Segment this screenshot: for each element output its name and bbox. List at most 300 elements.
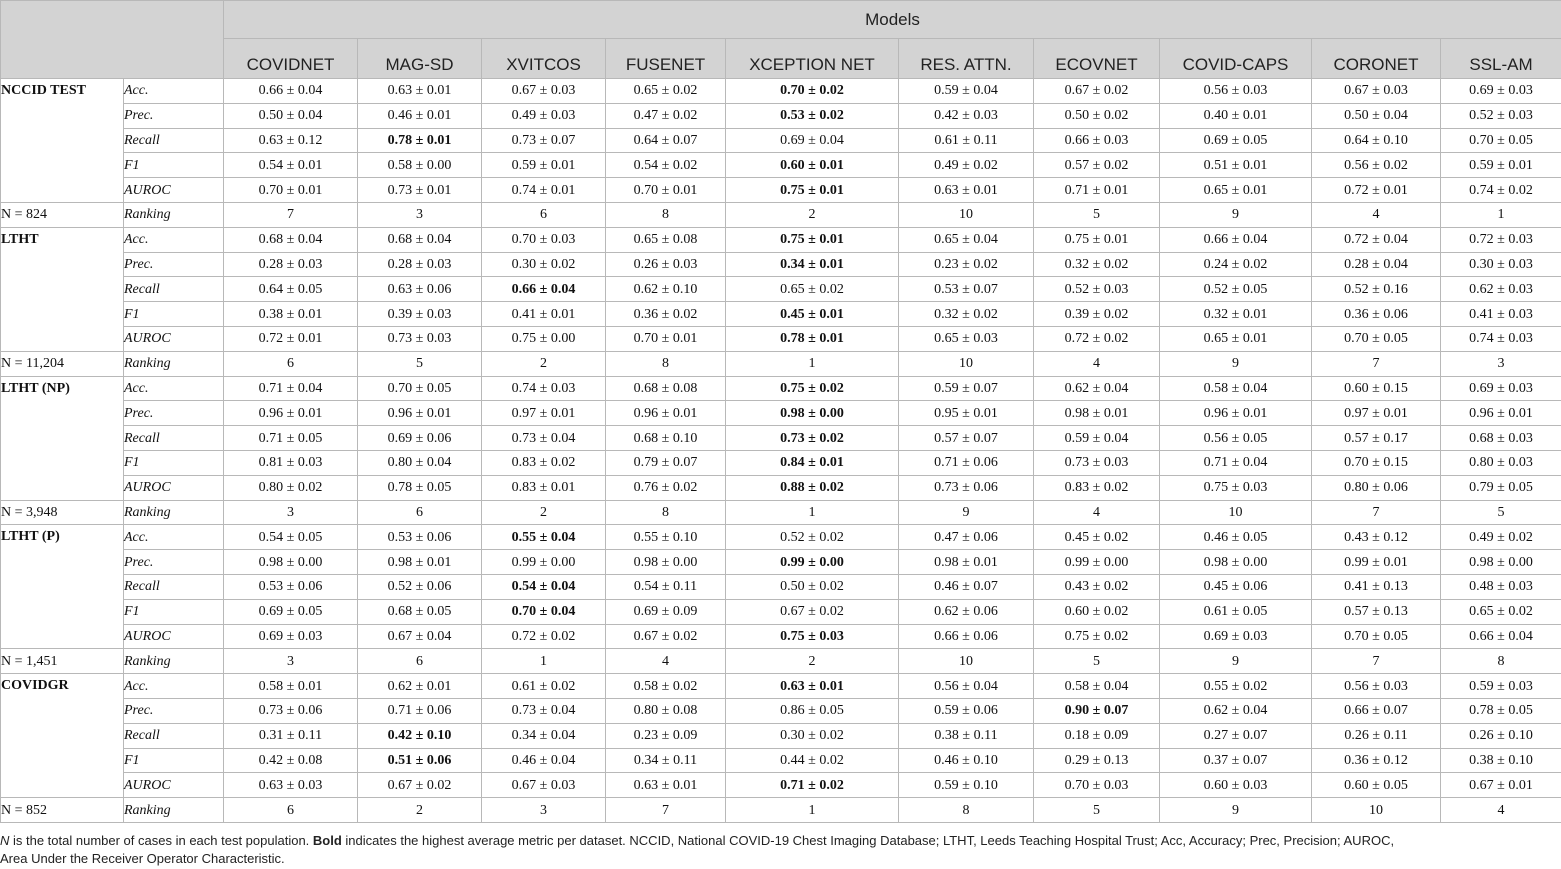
metric-value-cell: 0.28 ± 0.03	[358, 252, 482, 277]
metric-value-cell: 0.46 ± 0.10	[899, 748, 1034, 773]
ranking-value-cell: 5	[1034, 649, 1160, 674]
metric-value-cell: 0.50 ± 0.04	[1312, 103, 1441, 128]
metric-value-cell: 0.50 ± 0.02	[1034, 103, 1160, 128]
metric-value-cell: 0.65 ± 0.02	[606, 79, 726, 104]
metric-value-cell: 0.62 ± 0.03	[1441, 277, 1561, 302]
ranking-value-cell: 7	[1312, 351, 1441, 376]
ranking-value-cell: 1	[726, 351, 899, 376]
metric-value-cell: 0.65 ± 0.02	[1441, 599, 1561, 624]
ranking-row	[1, 351, 1561, 376]
metric-value-cell: 0.98 ± 0.00	[606, 550, 726, 575]
metric-value-cell: 0.71 ± 0.02	[726, 773, 899, 798]
ranking-row	[1, 649, 1561, 674]
metric-value-cell: 0.75 ± 0.02	[726, 376, 899, 401]
ranking-value-cell: 9	[899, 500, 1034, 525]
metric-value-cell: 0.98 ± 0.00	[1160, 550, 1312, 575]
ranking-value-cell: 3	[358, 202, 482, 227]
metric-value-cell: 0.52 ± 0.06	[358, 574, 482, 599]
metric-value-cell: 0.68 ± 0.04	[358, 227, 482, 252]
metric-label: Recall	[124, 277, 224, 302]
ranking-value-cell: 9	[1160, 649, 1312, 674]
metric-value-cell: 0.52 ± 0.16	[1312, 277, 1441, 302]
metric-value-cell: 0.46 ± 0.04	[482, 748, 606, 773]
sample-size-label: N = 11,204	[1, 351, 124, 376]
model-header: XCEPTION NET	[726, 39, 899, 79]
metric-value-cell: 0.70 ± 0.01	[606, 178, 726, 203]
table-row	[1, 450, 1561, 475]
metric-value-cell: 0.47 ± 0.02	[606, 103, 726, 128]
ranking-row	[1, 202, 1561, 227]
metric-value-cell: 0.63 ± 0.03	[224, 773, 358, 798]
metric-value-cell: 0.73 ± 0.03	[1034, 450, 1160, 475]
metric-value-cell: 0.27 ± 0.07	[1160, 723, 1312, 748]
metric-label: AUROC	[124, 178, 224, 203]
metric-label: Prec.	[124, 252, 224, 277]
ranking-value-cell: 3	[224, 649, 358, 674]
metric-value-cell: 0.98 ± 0.00	[726, 401, 899, 426]
ranking-value-cell: 2	[482, 500, 606, 525]
table-header	[1, 1, 1561, 79]
metric-value-cell: 0.73 ± 0.01	[358, 178, 482, 203]
metric-value-cell: 0.70 ± 0.04	[482, 599, 606, 624]
ranking-value-cell: 3	[1441, 351, 1561, 376]
metric-value-cell: 0.46 ± 0.05	[1160, 525, 1312, 550]
metric-value-cell: 0.63 ± 0.01	[726, 674, 899, 699]
metric-value-cell: 0.34 ± 0.11	[606, 748, 726, 773]
metric-value-cell: 0.59 ± 0.07	[899, 376, 1034, 401]
metric-value-cell: 0.26 ± 0.03	[606, 252, 726, 277]
ranking-value-cell: 4	[1034, 500, 1160, 525]
metric-value-cell: 0.60 ± 0.03	[1160, 773, 1312, 798]
ranking-value-cell: 8	[1441, 649, 1561, 674]
ranking-value-cell: 1	[726, 798, 899, 823]
dataset-label: COVIDGR	[1, 674, 124, 798]
metric-value-cell: 0.39 ± 0.03	[358, 302, 482, 327]
metric-label: Prec.	[124, 401, 224, 426]
metric-value-cell: 0.39 ± 0.02	[1034, 302, 1160, 327]
metric-value-cell: 0.78 ± 0.05	[358, 475, 482, 500]
metric-value-cell: 0.45 ± 0.01	[726, 302, 899, 327]
metric-value-cell: 0.41 ± 0.03	[1441, 302, 1561, 327]
metric-value-cell: 0.51 ± 0.06	[358, 748, 482, 773]
metric-value-cell: 0.72 ± 0.04	[1312, 227, 1441, 252]
metric-value-cell: 0.78 ± 0.01	[358, 128, 482, 153]
metric-value-cell: 0.53 ± 0.02	[726, 103, 899, 128]
table-row	[1, 277, 1561, 302]
metric-value-cell: 0.78 ± 0.05	[1441, 698, 1561, 723]
dataset-label: LTHT	[1, 227, 124, 351]
metric-value-cell: 0.80 ± 0.06	[1312, 475, 1441, 500]
metric-value-cell: 0.74 ± 0.03	[1441, 326, 1561, 351]
metric-value-cell: 0.52 ± 0.02	[726, 525, 899, 550]
table-row	[1, 401, 1561, 426]
metric-value-cell: 0.65 ± 0.01	[1160, 326, 1312, 351]
ranking-value-cell: 2	[358, 798, 482, 823]
metric-value-cell: 0.64 ± 0.05	[224, 277, 358, 302]
dataset-label: NCCID TEST	[1, 79, 124, 203]
metric-value-cell: 0.54 ± 0.05	[224, 525, 358, 550]
metric-value-cell: 0.51 ± 0.01	[1160, 153, 1312, 178]
metric-value-cell: 0.72 ± 0.01	[1312, 178, 1441, 203]
metric-value-cell: 0.47 ± 0.06	[899, 525, 1034, 550]
metric-value-cell: 0.75 ± 0.01	[726, 178, 899, 203]
metric-value-cell: 0.79 ± 0.05	[1441, 475, 1561, 500]
metric-value-cell: 0.60 ± 0.01	[726, 153, 899, 178]
metric-label: AUROC	[124, 326, 224, 351]
metric-value-cell: 0.59 ± 0.04	[1034, 426, 1160, 451]
metric-value-cell: 0.66 ± 0.04	[1441, 624, 1561, 649]
header-corner	[1, 1, 224, 79]
metric-label: Prec.	[124, 550, 224, 575]
metric-value-cell: 0.67 ± 0.03	[1312, 79, 1441, 104]
footnote-bold-word: Bold	[312, 833, 342, 848]
table-row	[1, 574, 1561, 599]
ranking-value-cell: 5	[1034, 798, 1160, 823]
metric-value-cell: 0.74 ± 0.01	[482, 178, 606, 203]
metric-value-cell: 0.80 ± 0.02	[224, 475, 358, 500]
metric-label: F1	[124, 748, 224, 773]
metric-label: Acc.	[124, 674, 224, 699]
metric-value-cell: 0.65 ± 0.01	[1160, 178, 1312, 203]
metric-value-cell: 0.56 ± 0.05	[1160, 426, 1312, 451]
ranking-value-cell: 5	[358, 351, 482, 376]
metric-value-cell: 0.68 ± 0.03	[1441, 426, 1561, 451]
metric-value-cell: 0.41 ± 0.13	[1312, 574, 1441, 599]
metric-value-cell: 0.81 ± 0.03	[224, 450, 358, 475]
ranking-label: Ranking	[124, 649, 224, 674]
metric-value-cell: 0.96 ± 0.01	[1441, 401, 1561, 426]
metric-value-cell: 0.70 ± 0.05	[1312, 624, 1441, 649]
table-row	[1, 252, 1561, 277]
model-header: SSL-AM	[1441, 39, 1561, 79]
metric-value-cell: 0.69 ± 0.05	[1160, 128, 1312, 153]
metric-value-cell: 0.73 ± 0.06	[899, 475, 1034, 500]
metric-value-cell: 0.75 ± 0.03	[1160, 475, 1312, 500]
footnote-text-2: indicates the highest average metric per dataset. NCCID, National COVID-19 Chest Imaging Database; LTHT, Leeds Teaching Hospital Trust; Acc, Accuracy; Prec, Precision; AUROC, Area Under the Receiver Operator Characteristic.	[0, 833, 1395, 866]
metric-value-cell: 0.62 ± 0.06	[899, 599, 1034, 624]
metric-value-cell: 0.36 ± 0.06	[1312, 302, 1441, 327]
metric-value-cell: 0.62 ± 0.01	[358, 674, 482, 699]
metric-label: F1	[124, 599, 224, 624]
metric-value-cell: 0.54 ± 0.04	[482, 574, 606, 599]
metric-value-cell: 0.61 ± 0.05	[1160, 599, 1312, 624]
metric-value-cell: 0.45 ± 0.02	[1034, 525, 1160, 550]
metric-value-cell: 0.59 ± 0.04	[899, 79, 1034, 104]
sample-size-label: N = 852	[1, 798, 124, 823]
ranking-value-cell: 6	[358, 649, 482, 674]
ranking-value-cell: 6	[482, 202, 606, 227]
metric-value-cell: 0.50 ± 0.04	[224, 103, 358, 128]
metric-label: Acc.	[124, 227, 224, 252]
metric-value-cell: 0.73 ± 0.04	[482, 698, 606, 723]
metric-value-cell: 0.53 ± 0.06	[224, 574, 358, 599]
metric-value-cell: 0.97 ± 0.01	[1312, 401, 1441, 426]
ranking-value-cell: 10	[899, 351, 1034, 376]
metric-value-cell: 0.64 ± 0.07	[606, 128, 726, 153]
metric-value-cell: 0.65 ± 0.02	[726, 277, 899, 302]
metric-value-cell: 0.45 ± 0.06	[1160, 574, 1312, 599]
metric-value-cell: 0.68 ± 0.10	[606, 426, 726, 451]
ranking-value-cell: 1	[726, 500, 899, 525]
metric-value-cell: 0.69 ± 0.05	[224, 599, 358, 624]
metric-value-cell: 0.46 ± 0.07	[899, 574, 1034, 599]
metric-value-cell: 0.98 ± 0.01	[358, 550, 482, 575]
metric-value-cell: 0.67 ± 0.03	[482, 773, 606, 798]
metric-value-cell: 0.68 ± 0.05	[358, 599, 482, 624]
metric-value-cell: 0.29 ± 0.13	[1034, 748, 1160, 773]
metric-value-cell: 0.71 ± 0.05	[224, 426, 358, 451]
metric-label: AUROC	[124, 475, 224, 500]
metric-value-cell: 0.69 ± 0.06	[358, 426, 482, 451]
metric-value-cell: 0.75 ± 0.00	[482, 326, 606, 351]
metric-value-cell: 0.69 ± 0.03	[1441, 376, 1561, 401]
metric-value-cell: 0.59 ± 0.01	[482, 153, 606, 178]
metric-value-cell: 0.71 ± 0.06	[899, 450, 1034, 475]
sample-size-label: N = 824	[1, 202, 124, 227]
model-header: ECOVNET	[1034, 39, 1160, 79]
sample-size-label: N = 3,948	[1, 500, 124, 525]
metric-value-cell: 0.44 ± 0.02	[726, 748, 899, 773]
metric-value-cell: 0.88 ± 0.02	[726, 475, 899, 500]
metric-value-cell: 0.70 ± 0.05	[1312, 326, 1441, 351]
ranking-value-cell: 7	[1312, 649, 1441, 674]
ranking-value-cell: 2	[726, 649, 899, 674]
ranking-row	[1, 798, 1561, 823]
metric-value-cell: 0.66 ± 0.06	[899, 624, 1034, 649]
metric-value-cell: 0.75 ± 0.03	[726, 624, 899, 649]
metric-value-cell: 0.70 ± 0.01	[606, 326, 726, 351]
metric-value-cell: 0.66 ± 0.04	[224, 79, 358, 104]
table-row	[1, 525, 1561, 550]
metric-value-cell: 0.54 ± 0.02	[606, 153, 726, 178]
table-row	[1, 624, 1561, 649]
table-row	[1, 227, 1561, 252]
metric-value-cell: 0.75 ± 0.02	[1034, 624, 1160, 649]
metric-value-cell: 0.74 ± 0.03	[482, 376, 606, 401]
dataset-label: LTHT (NP)	[1, 376, 124, 500]
metric-label: Acc.	[124, 525, 224, 550]
metric-value-cell: 0.80 ± 0.04	[358, 450, 482, 475]
metric-value-cell: 0.72 ± 0.02	[482, 624, 606, 649]
metric-value-cell: 0.41 ± 0.01	[482, 302, 606, 327]
metric-label: Recall	[124, 426, 224, 451]
metric-value-cell: 0.30 ± 0.03	[1441, 252, 1561, 277]
ranking-value-cell: 4	[1441, 798, 1561, 823]
metric-value-cell: 0.72 ± 0.03	[1441, 227, 1561, 252]
ranking-value-cell: 7	[606, 798, 726, 823]
footnote-n-symbol: N	[0, 833, 10, 848]
metric-value-cell: 0.60 ± 0.05	[1312, 773, 1441, 798]
metric-value-cell: 0.49 ± 0.02	[1441, 525, 1561, 550]
metric-value-cell: 0.62 ± 0.10	[606, 277, 726, 302]
metric-value-cell: 0.52 ± 0.03	[1034, 277, 1160, 302]
metric-value-cell: 0.38 ± 0.11	[899, 723, 1034, 748]
ranking-value-cell: 10	[899, 649, 1034, 674]
metric-value-cell: 0.70 ± 0.05	[358, 376, 482, 401]
metric-value-cell: 0.80 ± 0.08	[606, 698, 726, 723]
table-row	[1, 79, 1561, 104]
metric-value-cell: 0.49 ± 0.03	[482, 103, 606, 128]
metric-label: Recall	[124, 574, 224, 599]
metric-value-cell: 0.95 ± 0.01	[899, 401, 1034, 426]
metric-value-cell: 0.57 ± 0.02	[1034, 153, 1160, 178]
metric-value-cell: 0.67 ± 0.02	[1034, 79, 1160, 104]
ranking-value-cell: 5	[1441, 500, 1561, 525]
metric-value-cell: 0.23 ± 0.09	[606, 723, 726, 748]
metric-label: Prec.	[124, 698, 224, 723]
metric-value-cell: 0.28 ± 0.04	[1312, 252, 1441, 277]
metric-value-cell: 0.71 ± 0.01	[1034, 178, 1160, 203]
metric-value-cell: 0.57 ± 0.17	[1312, 426, 1441, 451]
metric-value-cell: 0.52 ± 0.05	[1160, 277, 1312, 302]
metric-value-cell: 0.52 ± 0.03	[1441, 103, 1561, 128]
model-header: CORONET	[1312, 39, 1441, 79]
ranking-value-cell: 8	[606, 351, 726, 376]
metric-value-cell: 0.76 ± 0.02	[606, 475, 726, 500]
metric-value-cell: 0.73 ± 0.06	[224, 698, 358, 723]
metric-value-cell: 0.80 ± 0.03	[1441, 450, 1561, 475]
ranking-value-cell: 9	[1160, 798, 1312, 823]
ranking-value-cell: 8	[606, 202, 726, 227]
metric-value-cell: 0.60 ± 0.02	[1034, 599, 1160, 624]
metric-value-cell: 0.28 ± 0.03	[224, 252, 358, 277]
metric-value-cell: 0.72 ± 0.01	[224, 326, 358, 351]
footnote-text-1: is the total number of cases in each test population.	[9, 833, 313, 848]
metric-value-cell: 0.84 ± 0.01	[726, 450, 899, 475]
metric-value-cell: 0.48 ± 0.03	[1441, 574, 1561, 599]
metric-value-cell: 0.55 ± 0.02	[1160, 674, 1312, 699]
metric-value-cell: 0.62 ± 0.04	[1160, 698, 1312, 723]
metric-value-cell: 0.55 ± 0.04	[482, 525, 606, 550]
metric-value-cell: 0.69 ± 0.09	[606, 599, 726, 624]
table-row	[1, 128, 1561, 153]
metric-value-cell: 0.43 ± 0.12	[1312, 525, 1441, 550]
metric-value-cell: 0.49 ± 0.02	[899, 153, 1034, 178]
metric-value-cell: 0.69 ± 0.03	[1160, 624, 1312, 649]
metric-value-cell: 0.64 ± 0.10	[1312, 128, 1441, 153]
metric-value-cell: 0.58 ± 0.04	[1160, 376, 1312, 401]
metric-value-cell: 0.70 ± 0.02	[726, 79, 899, 104]
metric-label: AUROC	[124, 624, 224, 649]
metric-label: F1	[124, 450, 224, 475]
metric-value-cell: 0.71 ± 0.04	[224, 376, 358, 401]
ranking-value-cell: 6	[224, 798, 358, 823]
model-header-row	[1, 39, 1561, 79]
table-row	[1, 748, 1561, 773]
table-row	[1, 178, 1561, 203]
metric-value-cell: 0.26 ± 0.11	[1312, 723, 1441, 748]
models-group-header: Models	[224, 1, 1561, 39]
metric-value-cell: 0.61 ± 0.02	[482, 674, 606, 699]
metric-value-cell: 0.34 ± 0.01	[726, 252, 899, 277]
metric-value-cell: 0.23 ± 0.02	[899, 252, 1034, 277]
model-header: FUSENET	[606, 39, 726, 79]
metric-value-cell: 0.38 ± 0.10	[1441, 748, 1561, 773]
ranking-value-cell: 9	[1160, 202, 1312, 227]
metric-value-cell: 0.57 ± 0.13	[1312, 599, 1441, 624]
metric-value-cell: 0.43 ± 0.02	[1034, 574, 1160, 599]
model-header: MAG-SD	[358, 39, 482, 79]
metric-value-cell: 0.38 ± 0.01	[224, 302, 358, 327]
metric-value-cell: 0.42 ± 0.10	[358, 723, 482, 748]
metric-value-cell: 0.62 ± 0.04	[1034, 376, 1160, 401]
metric-value-cell: 0.98 ± 0.00	[224, 550, 358, 575]
ranking-value-cell: 4	[606, 649, 726, 674]
metric-label: Recall	[124, 723, 224, 748]
metric-label: F1	[124, 153, 224, 178]
metric-value-cell: 0.97 ± 0.01	[482, 401, 606, 426]
metric-value-cell: 0.78 ± 0.01	[726, 326, 899, 351]
dataset-label: LTHT (P)	[1, 525, 124, 649]
ranking-label: Ranking	[124, 202, 224, 227]
metric-value-cell: 0.59 ± 0.01	[1441, 153, 1561, 178]
ranking-value-cell: 10	[1160, 500, 1312, 525]
ranking-value-cell: 6	[358, 500, 482, 525]
ranking-value-cell: 8	[606, 500, 726, 525]
metric-value-cell: 0.73 ± 0.03	[358, 326, 482, 351]
metric-value-cell: 0.32 ± 0.02	[899, 302, 1034, 327]
metric-value-cell: 0.66 ± 0.04	[482, 277, 606, 302]
ranking-value-cell: 7	[1312, 500, 1441, 525]
metric-value-cell: 0.60 ± 0.15	[1312, 376, 1441, 401]
ranking-label: Ranking	[124, 500, 224, 525]
metric-value-cell: 0.56 ± 0.04	[899, 674, 1034, 699]
metric-value-cell: 0.53 ± 0.07	[899, 277, 1034, 302]
metric-value-cell: 0.36 ± 0.12	[1312, 748, 1441, 773]
metric-value-cell: 0.53 ± 0.06	[358, 525, 482, 550]
metric-value-cell: 0.68 ± 0.04	[224, 227, 358, 252]
metric-value-cell: 0.68 ± 0.08	[606, 376, 726, 401]
metric-value-cell: 0.67 ± 0.04	[358, 624, 482, 649]
ranking-value-cell: 9	[1160, 351, 1312, 376]
metric-label: Recall	[124, 128, 224, 153]
metric-value-cell: 0.31 ± 0.11	[224, 723, 358, 748]
metric-value-cell: 0.46 ± 0.01	[358, 103, 482, 128]
metric-value-cell: 0.67 ± 0.02	[358, 773, 482, 798]
table-row	[1, 326, 1561, 351]
ranking-value-cell: 7	[224, 202, 358, 227]
metric-value-cell: 0.73 ± 0.07	[482, 128, 606, 153]
metric-value-cell: 0.71 ± 0.06	[358, 698, 482, 723]
model-header: XVITCOS	[482, 39, 606, 79]
ranking-value-cell: 8	[899, 798, 1034, 823]
metric-value-cell: 0.59 ± 0.10	[899, 773, 1034, 798]
table-row	[1, 475, 1561, 500]
metric-value-cell: 0.67 ± 0.03	[482, 79, 606, 104]
metric-value-cell: 0.32 ± 0.02	[1034, 252, 1160, 277]
table-row	[1, 550, 1561, 575]
sample-size-label: N = 1,451	[1, 649, 124, 674]
ranking-value-cell: 2	[726, 202, 899, 227]
table-body	[1, 79, 1561, 823]
metric-value-cell: 0.56 ± 0.03	[1160, 79, 1312, 104]
metric-value-cell: 0.30 ± 0.02	[482, 252, 606, 277]
ranking-value-cell: 2	[482, 351, 606, 376]
metric-value-cell: 0.99 ± 0.01	[1312, 550, 1441, 575]
metric-value-cell: 0.58 ± 0.04	[1034, 674, 1160, 699]
metric-value-cell: 0.24 ± 0.02	[1160, 252, 1312, 277]
table-row	[1, 723, 1561, 748]
metric-value-cell: 0.30 ± 0.02	[726, 723, 899, 748]
ranking-value-cell: 1	[482, 649, 606, 674]
metric-value-cell: 0.36 ± 0.02	[606, 302, 726, 327]
metric-value-cell: 0.59 ± 0.06	[899, 698, 1034, 723]
ranking-value-cell: 6	[224, 351, 358, 376]
table-row	[1, 426, 1561, 451]
model-header: RES. ATTN.	[899, 39, 1034, 79]
metric-value-cell: 0.63 ± 0.01	[358, 79, 482, 104]
ranking-value-cell: 3	[482, 798, 606, 823]
